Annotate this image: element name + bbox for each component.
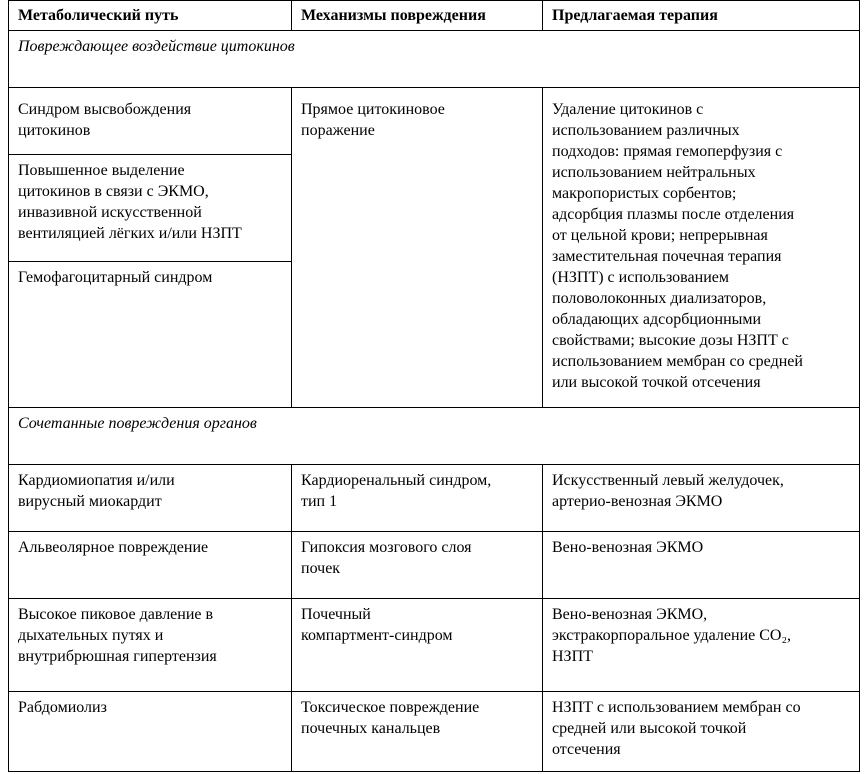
therapy-cell: НЗПТ с использованием мембран со средней или высокой точкой отсечения [543,692,860,772]
therapy-cell: Удаление цитокинов с использованием различных подходов: прямая гемоперфузия с использованием нейтральных макропористых сорбентов; адсорбция плазмы после отделения от цельной крови; непрерывная заместительная почечная терапия (НЗПТ) с использованием половолоконных диализаторов, обладающих адсорбционными свойствами; высокие дозы НЗПТ с использованием мембран со средней или высокой точкой отсечения [543,88,860,408]
mechanism-cell: Гипоксия мозгового слоя почек [292,532,543,599]
section-row-combined-organ-damage [9,408,860,465]
table-row [9,465,860,532]
path-cell: Высокое пиковое давление в дыхательных путях и внутрибрюшная гипертензия [9,599,292,692]
header-damage-mechanisms: Механизмы повреждения [292,1,543,31]
mechanism-cell: Почечный компартмент-синдром [292,599,543,692]
mechanism-cell: Кардиоренальный синдром, тип 1 [292,465,543,532]
path-cell: Гемофагоцитарный синдром [9,262,292,408]
path-cell: Альвеолярное повреждение [9,532,292,599]
mechanism-cell: Токсическое повреждение почечных канальцев [292,692,543,772]
header-proposed-therapy: Предлагаемая терапия [543,1,860,31]
section-title: Сочетанные повреждения органов [9,408,860,465]
table-row [9,88,860,155]
therapy-cell: Вено-венозная ЭКМО [543,532,860,599]
header-metabolic-path: Метаболический путь [9,1,292,31]
therapy-cell: Искусственный левый желудочек, артерио-венозная ЭКМО [543,465,860,532]
mechanism-cell: Прямое цитокиновое поражение [292,88,543,408]
section-row-cytokines [9,31,860,88]
path-cell: Синдром высвобождения цитокинов [9,88,292,155]
therapy-table [8,0,860,772]
path-cell: Кардиомиопатия и/или вирусный миокардит [9,465,292,532]
path-cell: Повышенное выделение цитокинов в связи с ЭКМО, инвазивной искусственной вентиляцией лёгких и/или НЗПТ [9,155,292,262]
section-title: Повреждающее воздействие цитокинов [9,31,860,88]
therapy-cell: Вено-венозная ЭКМО, экстракорпоральное удаление CO₂, НЗПТ [543,599,860,692]
path-cell: Рабдомиолиз [9,692,292,772]
table-row [9,532,860,599]
table-row [9,692,860,772]
header-row [9,1,860,31]
table-row [9,599,860,692]
